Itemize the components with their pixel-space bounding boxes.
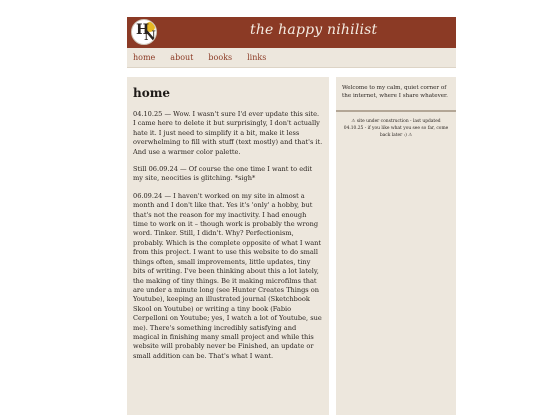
nav-link-about[interactable]: about (170, 53, 194, 62)
post-entry: 04.10.25 — Wow. I wasn't sure I'd ever update this site. I came here to delete it but surprisingly, I don't actually hate it. I just need to simplify it a bit, make it less overwhelming to fill with stuff (text mostly) and that's it. And use a warmer color palette. (133, 110, 323, 156)
page-title: home (133, 86, 171, 100)
construction-notice: ⚠ site under construction - last updated 04.10.25 - if you like what you see so far, come back later :) ⚠ (343, 119, 449, 138)
welcome-text: Welcome to my calm, quiet corner of the internet, where I share whatever. (342, 85, 448, 99)
sidebar (336, 77, 456, 415)
site-header (127, 17, 456, 48)
nav-link-home[interactable]: home (133, 53, 156, 62)
post-entry: 06.09.24 — I haven't worked on my site in almost a month and I don't like that. Yes it's 'only' a hobby, but that's not the reason for my inactivity. I had enough time to work on it – though work is probably the wrong word. Tinker. Still, I didn't. Why? Perfectionism, probably. Which is the complete opposite of what I want from this project. I want to use this website to do small things often, small improvements, little updates, tiny bits of writing. I've been thinking about this a lot lately, the making of tiny things. Be it making microfilms that are under a minute long (see Hunter Creates Things on Youtube), keeping an illustrated journal (Sketchbook Skool on Youtube) or writing a tiny book (Fabio Cerpelloni on Youtube; yes, I watch a lot of Youtube, sue me). There's something incredibly satisfying and magical in finishing many small project and while this website will probably never be Finished, an update or small addition can be. That's what I want. (133, 191, 322, 360)
site-container (127, 17, 456, 360)
main-content (127, 77, 329, 415)
post-entry: Still 06.09.24 — Of course the one time I want to edit my site, neocities is glitching. *sigh* (133, 165, 313, 183)
hn-logo-icon[interactable]: H N (131, 19, 157, 45)
nav-link-books[interactable]: books (208, 53, 233, 62)
site-title: the happy nihilist (250, 22, 378, 38)
sidebar-divider (336, 110, 456, 112)
nav-link-links[interactable]: links (247, 53, 267, 62)
nav-bar (127, 48, 456, 68)
